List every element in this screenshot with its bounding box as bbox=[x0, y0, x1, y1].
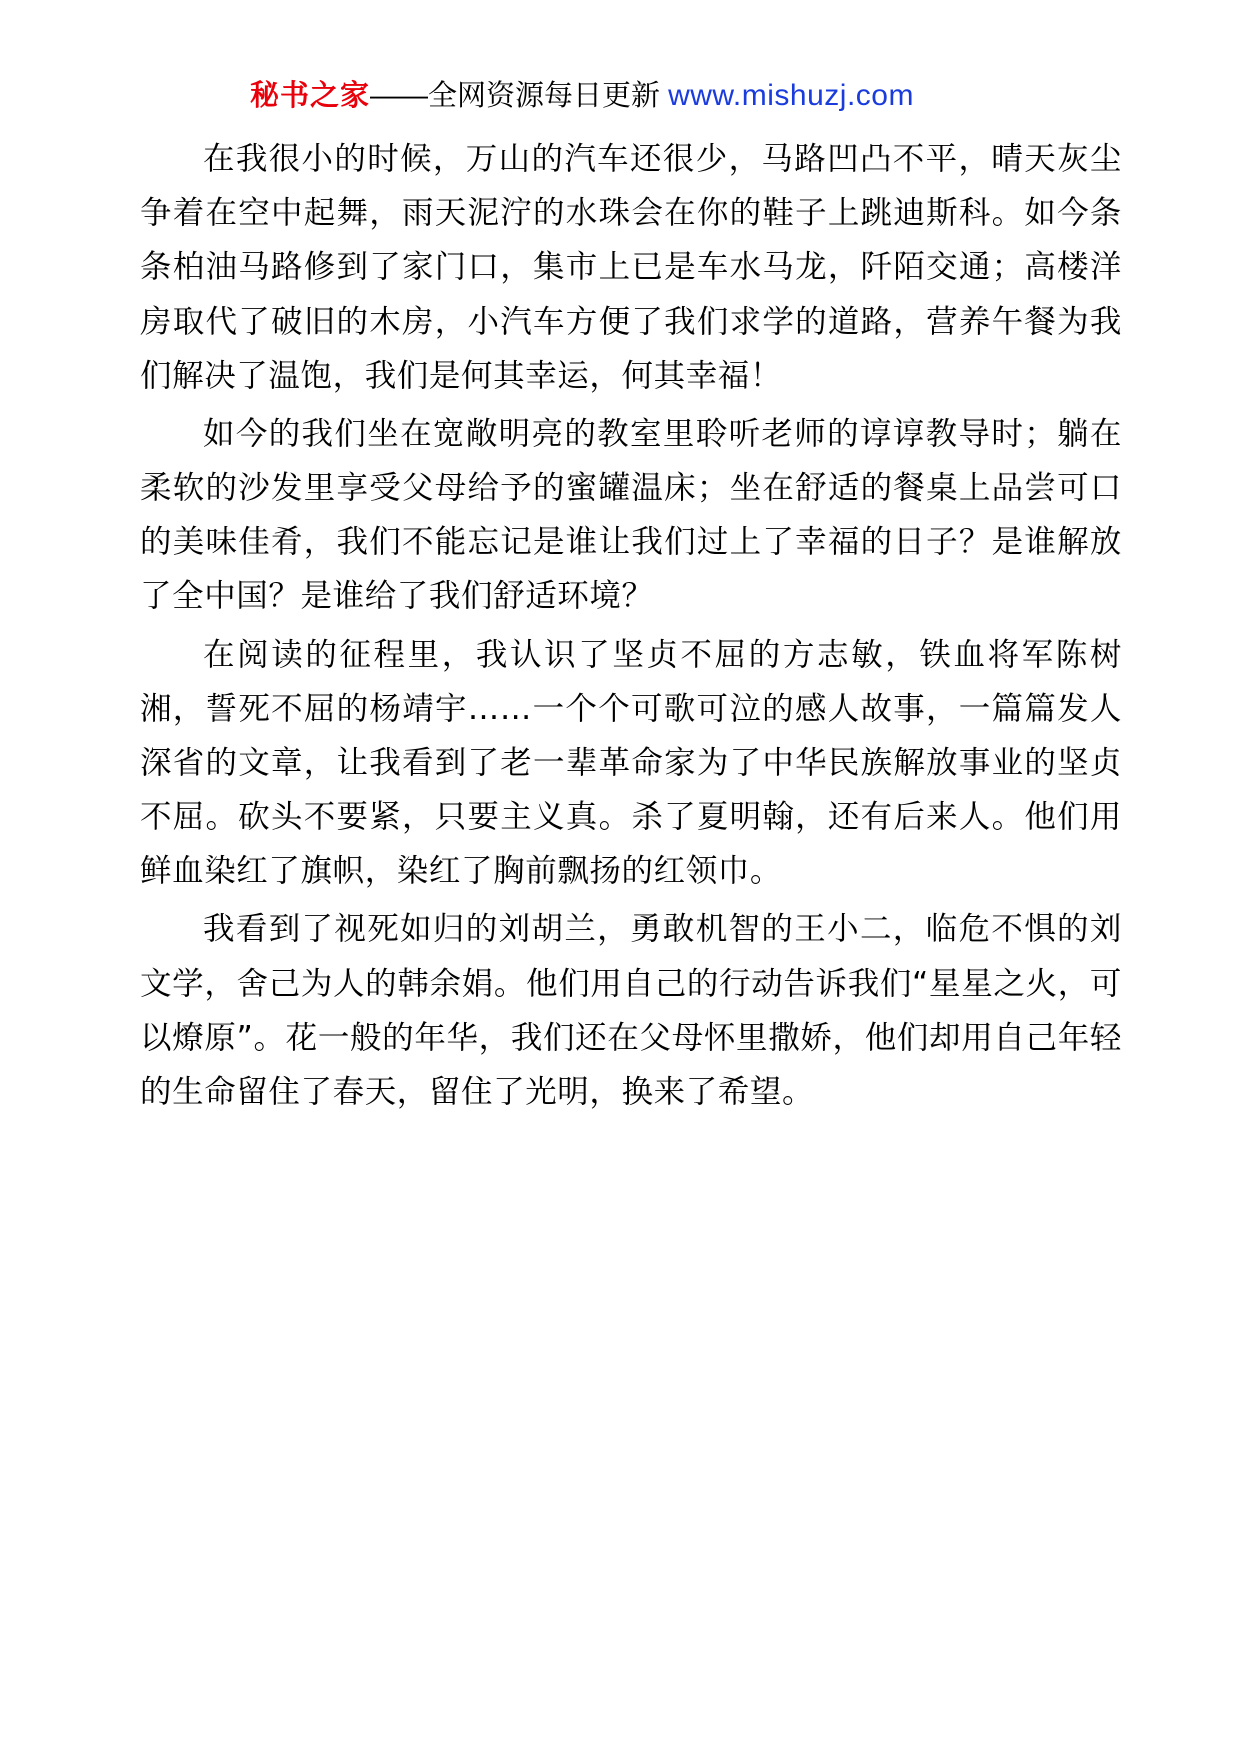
paragraph: 如今的我们坐在宽敞明亮的教室里聆听老师的谆谆教导时；躺在柔软的沙发里享受父母给予的蜜罐温床；坐在舒适的餐桌上品尝可口的美味佳肴，我们不能忘记是谁让我们过上了幸福的日子？是谁解放了全中国？是谁给了我们舒适环境？ bbox=[140, 415, 1122, 615]
site-name-label: 秘书之家 bbox=[250, 80, 371, 112]
site-url-link[interactable]: www.mishuzj.com bbox=[668, 79, 914, 112]
paragraph: 我看到了视死如归的刘胡兰，勇敢机智的王小二，临危不惧的刘文学，舍己为人的韩余娟。他们用自己的行动告诉我们“星星之火，可以燎原”。花一般的年华，我们还在父母怀里撒娇，他们却用自己年轻的生命留住了春天，留住了光明，换来了希望。 bbox=[140, 911, 1122, 1110]
header-tagline: 全网资源每日更新 bbox=[428, 80, 661, 112]
header-dash: —— bbox=[370, 80, 429, 112]
paragraph: 在我很小的时候，万山的汽车还很少，马路凹凸不平，晴天灰尘争着在空中起舞，雨天泥泞的水珠会在你的鞋子上跳迪斯科。如今条条柏油马路修到了家门口，集市上已是车水马龙，阡陌交通；高楼洋房取代了破旧的木房，小汽车方便了我们求学的道路，营养午餐为我们解决了温饱，我们是何其幸运，何其幸福！ bbox=[140, 141, 1122, 394]
site-watermark-header bbox=[250, 78, 1122, 114]
document-body bbox=[140, 132, 1122, 1119]
paragraph: 在阅读的征程里，我认识了坚贞不屈的方志敏，铁血将军陈树湘，誓死不屈的杨靖宇……一个个可歌可泣的感人故事，一篇篇发人深省的文章，让我看到了老一辈革命家为了中华民族解放事业的坚贞不屈。砍头不要紧，只要主义真。杀了夏明翰，还有后来人。他们用鲜血染红了旗帜，染红了胸前飘扬的红领巾。 bbox=[140, 636, 1122, 890]
